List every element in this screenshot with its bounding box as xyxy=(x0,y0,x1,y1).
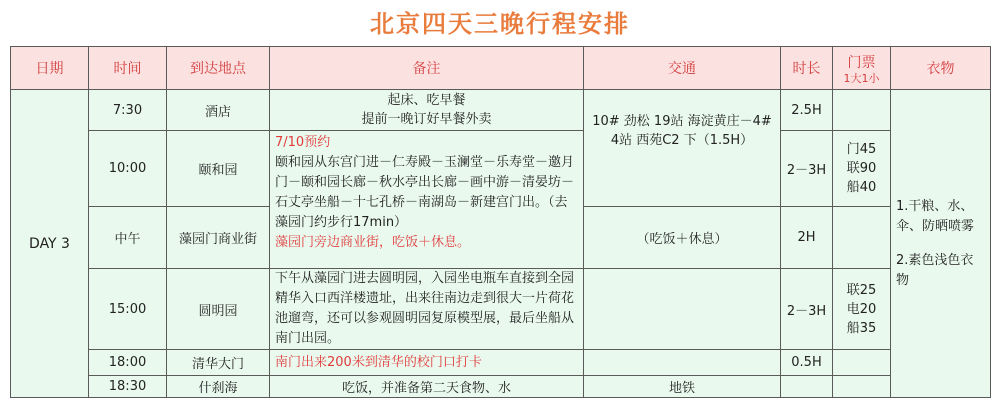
ticket-cell xyxy=(833,269,891,350)
transport-cell: 地铁 xyxy=(584,376,781,398)
note-cell xyxy=(270,90,584,131)
lunch-note: 藻园门旁边商业街，吃饭＋休息。 xyxy=(275,235,471,250)
note-cell: 下午从藻园门进去圆明园，入园坐电瓶车直接到全园精华入口西洋楼遗址，出来往南边走到很大一片荷花池遛弯，还可以参观圆明园复原模型展，最后坐船从南门出园。 xyxy=(270,269,584,350)
clothing-line: 1.干粮、水、伞、防晒喷雾 xyxy=(896,198,975,234)
header-duration: 时长 xyxy=(781,47,833,90)
table-row xyxy=(11,350,991,376)
header-ticket-label: 门票 xyxy=(847,54,876,71)
table-row xyxy=(11,131,991,207)
ticket-line: 电20 xyxy=(846,301,877,317)
duration-cell: 2.5H xyxy=(781,90,833,131)
time-cell: 中午 xyxy=(89,207,167,269)
place-cell: 藻园门商业街 xyxy=(167,207,270,269)
header-clothing: 衣物 xyxy=(891,47,991,90)
transport-cell: （吃饭＋休息） xyxy=(584,207,781,269)
header-notes: 备注 xyxy=(270,47,584,90)
time-cell: 10:00 xyxy=(89,131,167,207)
clothing-line: 2.素色浅色衣物 xyxy=(896,252,974,288)
place-cell: 圆明园 xyxy=(167,269,270,350)
reserve-note: 7/10预约 xyxy=(275,135,331,150)
ticket-line: 船35 xyxy=(846,320,877,336)
ticket-cell xyxy=(833,90,891,131)
note-cell: 南门出来200米到清华的校门口打卡 xyxy=(270,350,584,376)
ticket-cell xyxy=(833,131,891,207)
ticket-cell xyxy=(833,207,891,269)
ticket-line: 联90 xyxy=(846,161,877,176)
time-cell: 18:00 xyxy=(89,350,167,376)
place-cell: 酒店 xyxy=(167,90,270,131)
itinerary-table xyxy=(10,46,991,398)
header-time: 时间 xyxy=(89,47,167,90)
place-cell: 颐和园 xyxy=(167,131,270,207)
day-label: DAY 3 xyxy=(11,90,89,398)
duration-cell: 2H xyxy=(781,207,833,269)
header-place: 到达地点 xyxy=(167,47,270,90)
header-row xyxy=(11,47,991,90)
note-line: 起床、吃早餐 xyxy=(387,93,466,108)
transport-cell xyxy=(584,269,781,350)
header-ticket-sub: 1大1小 xyxy=(843,71,880,85)
table-row xyxy=(11,90,991,131)
duration-cell: 0.5H xyxy=(781,350,833,376)
header-transport: 交通 xyxy=(584,47,781,90)
duration-cell xyxy=(781,376,833,398)
ticket-cell xyxy=(833,376,891,398)
time-cell: 7:30 xyxy=(89,90,167,131)
place-cell: 清华大门 xyxy=(167,350,270,376)
time-cell: 18:30 xyxy=(89,376,167,398)
transport-cell: 10# 劲松 19站 海淀黄庄－4# 4站 西苑C2 下（1.5H） xyxy=(584,90,781,207)
ticket-line: 联25 xyxy=(846,282,877,298)
header-date: 日期 xyxy=(11,47,89,90)
duration-cell: 2－3H xyxy=(781,131,833,207)
time-cell: 15:00 xyxy=(89,269,167,350)
clothing-cell xyxy=(891,90,991,398)
ticket-cell xyxy=(833,350,891,376)
transport-cell xyxy=(584,350,781,376)
table-row xyxy=(11,376,991,398)
route-note: 颐和园从东宫门进－仁寿殿－玉澜堂－乐寿堂－邀月门－颐和园长廊－秋水亭出长廊－画中游－清晏坊－石丈亭坐船－十七孔桥－南湖岛－新建宫门出。（去藻园门约步行17min） xyxy=(275,155,575,230)
note-cell xyxy=(270,131,584,269)
ticket-line: 船40 xyxy=(846,180,877,195)
duration-cell: 2－3H xyxy=(781,269,833,350)
table-row xyxy=(11,269,991,350)
ticket-line: 门45 xyxy=(846,142,877,157)
note-cell: 吃饭，并准备第二天食物、水 xyxy=(270,376,584,398)
clothing-spacer xyxy=(896,237,985,251)
note-line: 提前一晚订好早餐外卖 xyxy=(361,112,492,127)
header-ticket xyxy=(833,47,891,90)
page-title: 北京四天三晚行程安排 xyxy=(370,10,630,38)
place-cell: 什刹海 xyxy=(167,376,270,398)
